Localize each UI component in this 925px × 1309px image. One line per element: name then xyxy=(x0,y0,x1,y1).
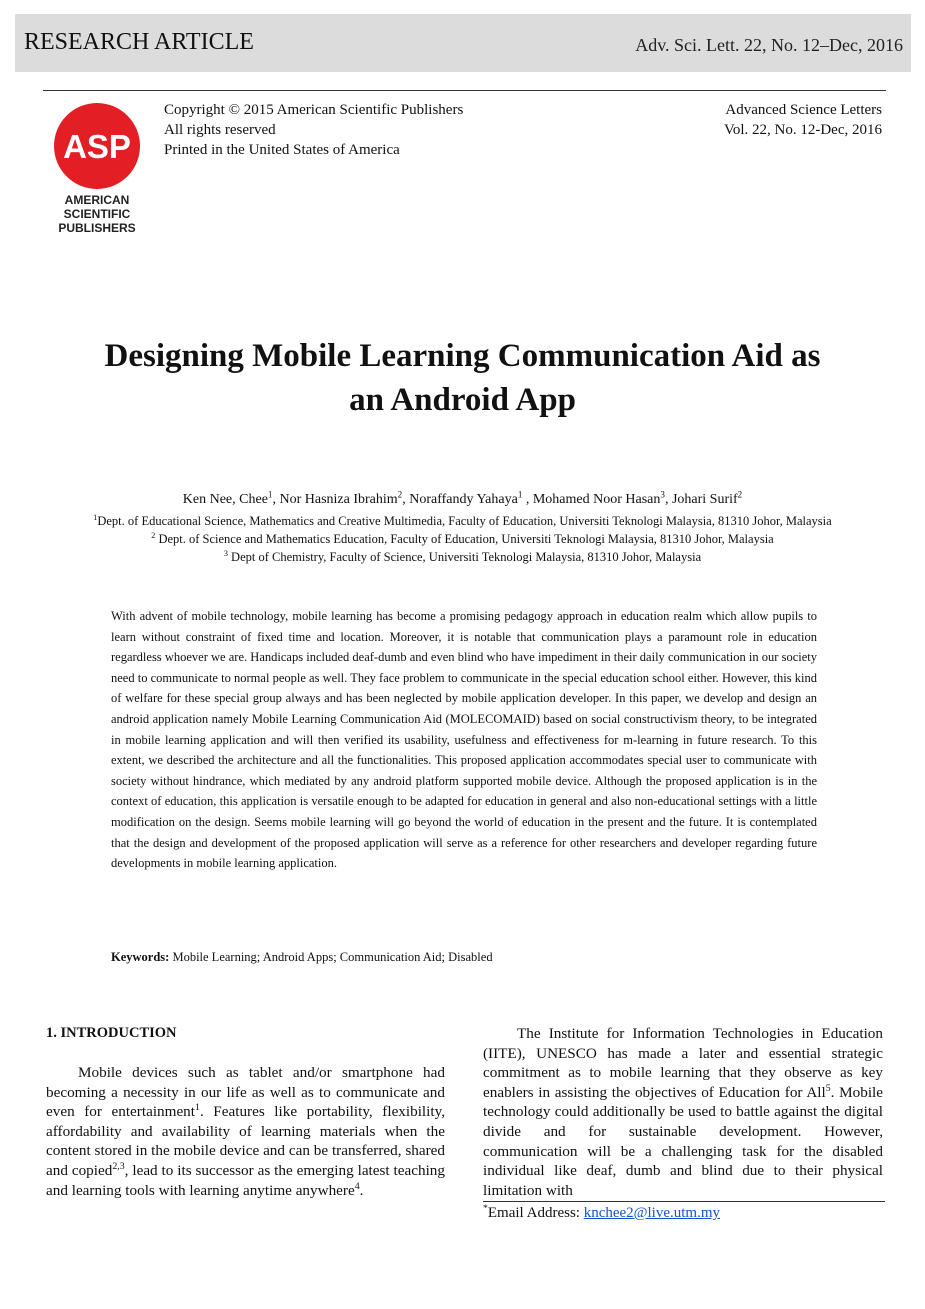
footnote-rule xyxy=(483,1201,885,1202)
publisher-info xyxy=(164,100,463,160)
abstract: With advent of mobile technology, mobile learning has become a promising pedagogy approach in education realm which allow pupils to learn without constraint of fixed time and location. Moreover, it is notable that communication plays a paramount role in education regardless whoever we are. Handicaps included deaf-dumb and even blind who have impediment in their daily communication in our society need to communicate to normal people as well. They face problem to communicate in the special education school either. However, this kind of welfare for these special group always and has been neglected by mobile application developer. In this paper, we develop and design an android application namely Mobile Learning Communication Aid (MOLECOMAID) based on social constructivism theory, to be integrated in mobile learning application and will then verified its usability, usefulness and effectiveness for m-learning in future research. To this extent, we described the architecture and all the functionalities. This proposed application accommodates special user to communicate with society without hindrance, which mediated by any android platform supported mobile device. Although the proposed application is in the context of education, this application is versatile enough to be adapted for education in general and also non-educational settings with a little modification on the design. Seems mobile learning will go beyond the world of education in the present and the future. It is contemplated that the design and development of the proposed application will serve as a reference for other researchers and developer regarding future developments in mobile learning application. xyxy=(111,609,817,871)
journal-name: Advanced Science Letters xyxy=(725,102,882,118)
header-rule xyxy=(43,90,886,91)
author-name: Nor Hasniza Ibrahim xyxy=(279,492,398,507)
affiliation-2: $^2$ Dept. of Science and Mathematics Education, Faculty of Education, Universiti Teknologi Malaysia, 81310 Johor, Malaysia xyxy=(151,530,774,546)
keywords-label: Keywords: xyxy=(111,950,170,964)
affiliation-3: $^3$ Dept of Chemistry, Faculty of Science, Universiti Teknologi Malaysia, 81310 Johor, Malaysia xyxy=(223,548,702,564)
printed-line: Printed in the United States of America xyxy=(164,142,400,158)
email-link[interactable]: knchee2@live.utm.my xyxy=(583,1205,720,1221)
logo-line-2: SCIENTIFIC xyxy=(63,207,131,221)
section-label: RESEARCH ARTICLE xyxy=(24,29,254,55)
footnote: *Email Address: knchee2@live.utm.my xyxy=(483,1203,720,1221)
journal-volume: Vol. 22, No. 12-Dec, 2016 xyxy=(723,122,882,138)
paper-title xyxy=(40,334,885,422)
author-name: Noraffandy Yahaya xyxy=(409,492,518,507)
logo-line-1: AMERICAN xyxy=(64,193,130,207)
section-heading-introduction: 1. INTRODUCTION xyxy=(46,1025,177,1041)
logo-line-3: PUBLISHERS xyxy=(58,221,136,234)
title-line-2: an Android App xyxy=(349,382,576,418)
title-line-1: Designing Mobile Learning Communication Aid as xyxy=(104,338,821,374)
intro-paragraph-left: Mobile devices such as tablet and/or smartphone had becoming a necessity in our life as well as to communicate and even for entertainment$^1$. Features like portability, flexibility, affordability and availability of learning materials when the content stored in the mobile device and can be transferred, shared and copied$^{2,3}$, lead to its successor as the emerging latest teaching and learning tools with learning anytime anywhere$^4$. xyxy=(46,1064,445,1199)
asp-logo xyxy=(52,102,144,234)
author-name: Mohamed Noor Hasan xyxy=(532,492,661,507)
keywords xyxy=(111,950,817,965)
author-name: Ken Nee, Chee xyxy=(182,492,268,507)
author-name: Johari Surif xyxy=(671,492,738,507)
journal-reference: Adv. Sci. Lett. 22, No. 12–Dec, 2016 xyxy=(635,35,903,55)
keywords-list: Mobile Learning; Android Apps; Communication Aid; Disabled xyxy=(169,950,493,964)
copyright-line: Copyright © 2015 American Scientific Publishers xyxy=(164,102,464,118)
author-list: Ken Nee, Chee$^1$, Nor Hasniza Ibrahim$^2$, Noraffandy Yahaya$^1$ , Mohamed Noor Hasan$^3$, Johari Surif$^2$ xyxy=(182,489,743,507)
journal-info xyxy=(724,100,882,140)
affiliation-1: $^1$Dept. of Educational Science, Mathematics and Creative Multimedia, Faculty of Education, Universiti Teknologi Malaysia, 81310 Johor, Malaysia xyxy=(93,512,832,528)
rights-line: All rights reserved xyxy=(164,122,276,138)
intro-paragraph-right: The Institute for Information Technologies in Education (IITE), UNESCO has made a later and essential strategic commitment as to mobile learning that they observe as key enablers in assisting the objectives of Education for All$^5$. Mobile technology could additionally be used to battle against the digital divide and for sustainable development. However, communication will be a challenging task for the disabled individual like deaf, dumb and blind due to their physical limitation with xyxy=(483,1025,884,1199)
logo-text: ASP xyxy=(63,128,131,165)
